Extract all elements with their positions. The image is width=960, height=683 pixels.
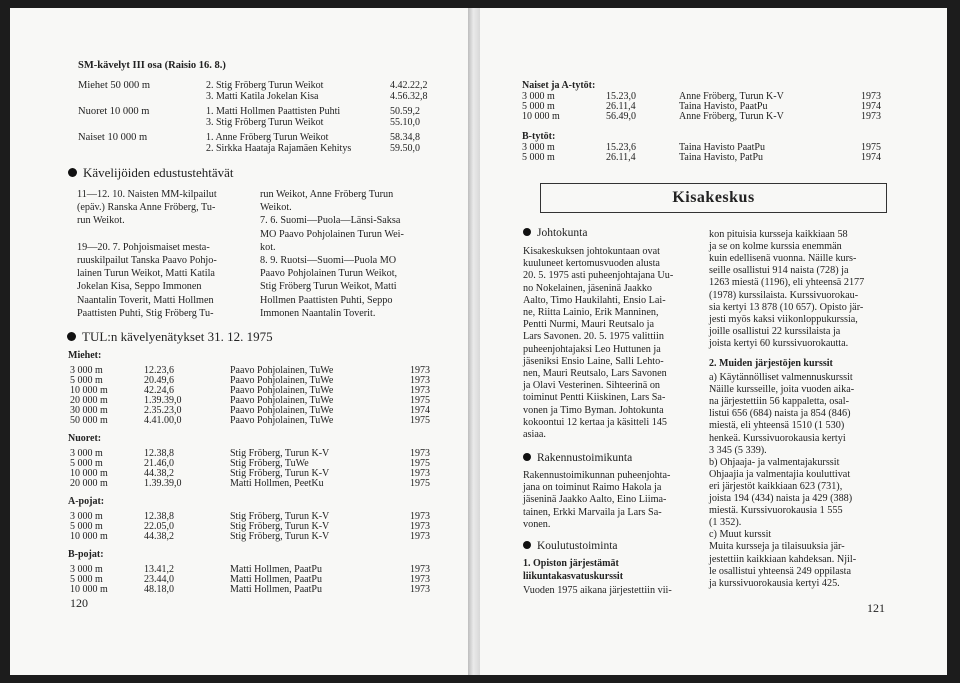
- record-holder: Matti Hollmen, PaatPu: [230, 584, 322, 595]
- paragraph-line: Rakennustoimikunnan puheenjohta-: [523, 470, 671, 481]
- paragraph-line: b) Ohjaaja- ja valmentajakurssit: [709, 456, 840, 468]
- record-distance: 5 000 m: [70, 458, 103, 469]
- record-group-title: Miehet:: [68, 350, 102, 361]
- record-year: 1973: [861, 91, 881, 102]
- record-distance: 10 000 m: [522, 111, 560, 122]
- record-distance: 10 000 m: [70, 584, 108, 595]
- record-time: 12.23,6: [144, 365, 174, 376]
- paragraph-line: vonen ja Timo Byman. Johtokunta: [523, 404, 664, 416]
- record-year: 1975: [410, 395, 430, 406]
- section-title-text: TUL:n kävelyenätykset 31. 12. 1975: [82, 329, 273, 344]
- section-title-edustus: [68, 166, 234, 180]
- record-holder: Stig Fröberg, Turun K-V: [230, 468, 330, 479]
- record-holder: Paavo Pohjolainen, TuWe: [230, 405, 334, 416]
- record-year: 1974: [410, 405, 430, 416]
- record-holder: Anne Fröberg, Turun K-V: [679, 91, 784, 102]
- paragraph-line: jesti myös kaksi viikonloppukurssia,: [709, 313, 858, 325]
- bullet-icon: [523, 453, 531, 461]
- record-holder: Paavo Pohjolainen, TuWe: [230, 375, 334, 386]
- record-year: 1975: [410, 458, 430, 469]
- paragraph-line: miestä. Kurssivuorokausia 1 555: [709, 505, 843, 517]
- record-distance: 5 000 m: [70, 521, 103, 532]
- record-year: 1973: [410, 468, 430, 479]
- heading-text: Johtokunta: [537, 227, 588, 239]
- opisto-subheading-2: liikuntakasvatuskurssit: [523, 571, 624, 582]
- paragraph-line: jäseniksi Ensio Laine, Salli Lehto-: [523, 355, 664, 367]
- record-group-title: A-pojat:: [68, 496, 105, 507]
- paragraph-line: joista kertyi 60 kurssivuorokautta.: [709, 337, 849, 349]
- paragraph-line: toiminut Pentti Kiiskinen, Lars Sa-: [523, 392, 666, 404]
- record-year: 1973: [410, 385, 430, 396]
- record-distance: 3 000 m: [70, 448, 103, 459]
- record-holder: Paavo Pohjolainen, TuWe: [230, 385, 334, 396]
- record-year: 1973: [861, 111, 881, 122]
- record-time: 1.39.39,0: [144, 395, 182, 406]
- record-time: 1.39.39,0: [144, 478, 182, 489]
- paragraph-line: jana on toiminut Raimo Hakola ja: [523, 482, 662, 494]
- paragraph-line: no Nokelainen, jäseninä Jaakko: [523, 282, 653, 294]
- record-distance: 20 000 m: [70, 478, 108, 489]
- record-holder: Taina Havisto, PaatPu: [679, 101, 768, 112]
- record-distance: 3 000 m: [70, 564, 103, 575]
- record-holder: Stig Fröberg, Turun K-V: [230, 531, 330, 542]
- sm-category: Nuoret 10 000 m: [78, 106, 150, 117]
- record-distance: 20 000 m: [70, 395, 108, 406]
- record-year: 1973: [410, 365, 430, 376]
- paragraph-line: na järjestettiin 56 kappaletta, osal-: [709, 396, 850, 408]
- paragraph-line: 1263 miestä (1196), eli yhteensä 2177: [709, 277, 865, 289]
- paragraph-line: puheenjohtajaksi Leo Huttunen ja: [523, 343, 661, 355]
- book-gutter: [468, 8, 480, 675]
- sm-result: 3. Matti Katila Jokelan Kisa: [206, 91, 319, 102]
- bullet-icon: [523, 228, 531, 236]
- record-holder: Stig Fröberg, Turun K-V: [230, 521, 330, 532]
- sm-time: 58.34,8: [390, 132, 420, 143]
- paragraph-line: kokoontui 12 kertaa ja käsitteli 145: [523, 416, 668, 428]
- left-page: [10, 8, 468, 675]
- record-year: 1974: [861, 101, 881, 112]
- paragraph-line: henkeä. Kurssivuorokausia kertyi: [709, 432, 846, 444]
- record-year: 1973: [410, 564, 430, 575]
- record-year: 1975: [410, 415, 430, 426]
- record-time: 15.23,0: [606, 91, 636, 102]
- paragraph-line: Naantalin Toverit, Matti Hollmen: [77, 294, 214, 306]
- paragraph-line: kot.: [260, 241, 276, 253]
- paragraph-line: Paavo Pohjolainen Turun Weikot,: [260, 268, 398, 280]
- paragraph-line: (epäv.) Ranska Anne Fröberg, Tu-: [77, 202, 216, 214]
- paragraph-line: Ohjaajia ja valmentajia kouluttivat: [709, 468, 851, 480]
- record-group-title: Naiset ja A-tytöt:: [522, 80, 596, 91]
- paragraph-line: Aalto, Timo Haukilahti, Ensio Lai-: [523, 294, 666, 306]
- paragraph-line: kuuluneet kertomusvuoden alusta: [523, 258, 660, 270]
- paragraph-line: Paattisten Puhti, Stig Fröberg Tu-: [77, 307, 214, 319]
- paragraph-line: sia kertyi 13 878 (10 657). Opisto jär-: [709, 301, 864, 313]
- paragraph-line: Jokelan Kisa, Seppo Immonen: [77, 281, 202, 293]
- record-holder: Matti Hollmen, PaatPu: [230, 574, 322, 585]
- record-time: 22.05,0: [144, 521, 174, 532]
- record-holder: Taina Havisto, PatPu: [679, 152, 764, 163]
- sm-result: 2. Stig Fröberg Turun Weikot: [206, 80, 324, 91]
- record-distance: 5 000 m: [70, 375, 103, 386]
- paragraph-line: eri järjestöt kaikkiaan 623 (731),: [709, 480, 843, 492]
- paragraph-line: 8. 9. Ruotsi—Suomi—Puola MO: [260, 255, 397, 266]
- paragraph-line: (1 352).: [709, 517, 742, 529]
- koulutus-heading: [523, 540, 618, 553]
- record-holder: Stig Fröberg, TuWe: [230, 458, 309, 469]
- record-year: 1975: [410, 478, 430, 489]
- paragraph-line: 3 345 (5 339).: [709, 444, 767, 456]
- sm-result: 1. Anne Fröberg Turun Weikot: [206, 132, 329, 143]
- section-title-text: Kävelijöiden edustustehtävät: [83, 165, 234, 180]
- johtokunta-heading: [523, 227, 587, 240]
- record-holder: Taina Havisto PaatPu: [679, 142, 765, 153]
- kisakeskus-title-box: Kisakeskus: [540, 183, 887, 213]
- paragraph-line: ja kurssivuorokausia kertyi 425.: [709, 577, 840, 589]
- paragraph-line: 7. 6. Suomi—Puola—Länsi-Saksa: [260, 215, 401, 227]
- record-time: 2.35.23,0: [144, 405, 182, 416]
- record-holder: Matti Hollmen, PeetKu: [230, 478, 324, 489]
- record-distance: 10 000 m: [70, 531, 108, 542]
- record-time: 15.23,6: [606, 142, 636, 153]
- paragraph-line: kon pituisia kursseja kaikkiaan 58: [709, 229, 848, 240]
- record-holder: Stig Fröberg, Turun K-V: [230, 448, 330, 459]
- sm-time: 59.50,0: [390, 143, 420, 154]
- record-distance: 3 000 m: [70, 511, 103, 522]
- record-distance: 10 000 m: [70, 385, 108, 396]
- paragraph-line: 19—20. 7. Pohjoismaiset mesta-: [77, 241, 210, 253]
- paragraph-line: MO Paavo Pohjolainen Turun Wei-: [260, 228, 404, 240]
- paragraph-line: vonen.: [523, 518, 551, 530]
- record-holder: Paavo Pohjolainen, TuWe: [230, 365, 334, 376]
- paragraph-line: listui 656 (684) naista ja 854 (846): [709, 408, 851, 420]
- record-year: 1973: [410, 531, 430, 542]
- record-time: 4.41.00,0: [144, 415, 182, 426]
- paragraph-line: Hollmen Paattisten Puhti, Seppo: [260, 294, 393, 306]
- sm-result: 2. Sirkka Haataja Rajamäen Kehitys: [206, 143, 352, 154]
- record-holder: Anne Fröberg, Turun K-V: [679, 111, 784, 122]
- paragraph-line: ja se on kolme kurssia enemmän: [709, 241, 842, 253]
- record-year: 1973: [410, 584, 430, 595]
- record-time: 56.49,0: [606, 111, 636, 122]
- record-distance: 50 000 m: [70, 415, 108, 426]
- opisto-subheading: 1. Opiston järjestämät: [523, 558, 619, 569]
- sm-time: 4.56.32,8: [390, 91, 428, 102]
- paragraph-line: 11—12. 10. Naisten MM-kilpailut: [77, 189, 217, 200]
- paragraph-line: Kisakeskuksen johtokuntaan ovat: [523, 246, 660, 257]
- paragraph-line: run Weikot, Anne Fröberg Turun: [260, 189, 394, 200]
- sm-result: 3. Stig Fröberg Turun Weikot: [206, 117, 324, 128]
- paragraph-line: Näille kursseille, joita vuoden aika-: [709, 384, 855, 396]
- record-time: 26.11,4: [606, 152, 636, 163]
- muiden-subheading: 2. Muiden järjestöjen kurssit: [709, 358, 833, 369]
- record-holder: Paavo Pohjolainen, TuWe: [230, 395, 334, 406]
- record-year: 1973: [410, 521, 430, 532]
- record-year: 1973: [410, 574, 430, 585]
- record-group-title: Nuoret:: [68, 433, 102, 444]
- paragraph-line: joille osallistui 22 kurssilaista ja: [709, 325, 841, 337]
- section-title-records: [67, 330, 273, 344]
- heading-text: Rakennustoimikunta: [537, 452, 633, 464]
- sm-category: Naiset 10 000 m: [78, 132, 148, 143]
- record-time: 23.44,0: [144, 574, 174, 585]
- page-number: 120: [70, 596, 88, 610]
- record-distance: 3 000 m: [70, 365, 103, 376]
- record-distance: 3 000 m: [522, 142, 555, 153]
- record-year: 1973: [410, 375, 430, 386]
- sm-time: 50.59,2: [390, 106, 420, 117]
- paragraph-line: asiaa.: [523, 429, 546, 440]
- paragraph-line: Lars Savonen. 20. 5. 1975 valittiin: [523, 331, 664, 343]
- paragraph-line: nen, Mauri Reutsalo, Lars Savonen: [523, 368, 667, 379]
- record-year: 1975: [861, 142, 881, 153]
- record-time: 44.38,2: [144, 468, 174, 479]
- paragraph-line: Pentti Nurmi, Mauri Reutsalo ja: [523, 319, 655, 331]
- record-year: 1973: [410, 448, 430, 459]
- bullet-icon: [68, 168, 77, 177]
- paragraph-line: joista 194 (434) naista ja 429 (388): [709, 493, 853, 504]
- record-distance: 5 000 m: [522, 152, 555, 163]
- record-holder: Matti Hollmen, PaatPu: [230, 564, 322, 575]
- sm-heading: SM-kävelyt III osa (Raisio 16. 8.): [78, 60, 226, 71]
- record-distance: 3 000 m: [522, 91, 555, 102]
- record-time: 12.38,8: [144, 511, 174, 522]
- paragraph-line: lainen Turun Weikot, Matti Katila: [77, 268, 215, 280]
- paragraph-line: miestä, eli yhteensä 1510 (1 530): [709, 420, 845, 432]
- paragraph-line: ne, Riitta Lainio, Erik Manninen,: [523, 307, 659, 318]
- record-group-title: B-tytöt:: [522, 131, 556, 142]
- paragraph-line: le osallistui yhteensä 249 oppilasta: [709, 565, 852, 577]
- record-time: 42.24,6: [144, 385, 174, 396]
- record-time: 48.18,0: [144, 584, 174, 595]
- paragraph-line: Immonen Naantalin Toverit.: [260, 307, 376, 319]
- record-time: 20.49,6: [144, 375, 174, 386]
- paragraph-line: tainen, Erkki Marvaila ja Lars Sa-: [523, 506, 662, 518]
- paragraph-line: kuin edellisenä vuonna. Näille kurs-: [709, 253, 857, 265]
- record-distance: 10 000 m: [70, 468, 108, 479]
- sm-time: 4.42.22,2: [390, 80, 428, 91]
- paragraph-line: Muita kursseja ja tilaisuuksia jär-: [709, 541, 845, 553]
- paragraph-line: 20. 5. 1975 asti puheenjohtajana Uu-: [523, 270, 674, 282]
- paragraph-line: jestettiin kaikkiaan kahdeksan. Njil-: [709, 553, 857, 565]
- paragraph-line: ruuskilpailut Tanska Paavo Pohjo-: [77, 255, 217, 266]
- record-distance: 5 000 m: [70, 574, 103, 585]
- bullet-icon: [67, 332, 76, 341]
- record-holder: Paavo Pohjolainen, TuWe: [230, 415, 334, 426]
- paragraph-line: a) Käytännölliset valmennuskurssit: [709, 372, 853, 383]
- heading-text: Koulutustoiminta: [537, 540, 618, 552]
- record-time: 44.38,2: [144, 531, 174, 542]
- paragraph-line: c) Muut kurssit: [709, 529, 772, 541]
- record-time: 26.11,4: [606, 101, 636, 112]
- sm-category: Miehet 50 000 m: [78, 80, 151, 91]
- paragraph-line: seille osallistui 914 naista (728) ja: [709, 265, 849, 277]
- paragraph-line: run Weikot.: [77, 215, 125, 227]
- record-year: 1973: [410, 511, 430, 522]
- record-distance: 5 000 m: [522, 101, 555, 112]
- paragraph-line: ja Olavi Vesterinen. Sihteerinä on: [523, 380, 661, 392]
- opisto-line: Vuoden 1975 aikana järjestettiin vii-: [523, 585, 672, 596]
- record-year: 1974: [861, 152, 881, 163]
- record-time: 12.38,8: [144, 448, 174, 459]
- sm-result: 1. Matti Hollmen Paattisten Puhti: [206, 106, 341, 117]
- page-number: 121: [867, 601, 885, 615]
- right-page: [480, 8, 947, 675]
- record-holder: Stig Fröberg, Turun K-V: [230, 511, 330, 522]
- rakennus-heading: [523, 452, 632, 465]
- record-time: 21.46,0: [144, 458, 174, 469]
- bullet-icon: [523, 541, 531, 549]
- paragraph-line: jäseninä Jaakko Aalto, Eino Liima-: [523, 494, 667, 506]
- record-group-title: B-pojat:: [68, 549, 104, 560]
- record-distance: 30 000 m: [70, 405, 108, 416]
- paragraph-line: Stig Fröberg Turun Weikot, Matti: [260, 281, 397, 293]
- paragraph-line: Weikot.: [260, 202, 292, 214]
- record-time: 13.41,2: [144, 564, 174, 575]
- paragraph-line: (1978) kurssilaista. Kurssivuorokau-: [709, 289, 859, 301]
- sm-time: 55.10,0: [390, 117, 420, 128]
